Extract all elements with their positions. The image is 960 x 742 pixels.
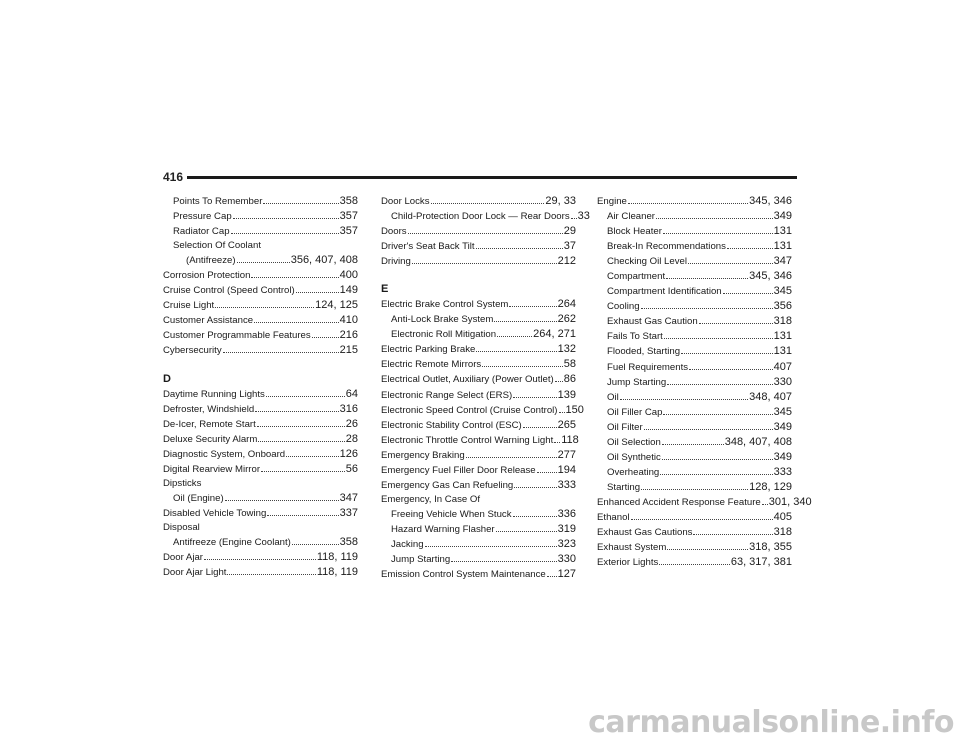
index-entry-pages: 330	[773, 375, 792, 388]
index-entry	[163, 387, 358, 402]
dot-leader	[693, 534, 772, 535]
index-entry-label: Emergency, In Case Of	[381, 493, 480, 505]
index-entry	[163, 521, 358, 535]
index-entry-label: Overheating	[607, 466, 660, 478]
index-entry-label: Exhaust Gas Cautions	[597, 527, 693, 539]
index-entry	[597, 495, 812, 510]
index-entry-label: Electronic Roll Mitigation	[391, 329, 497, 341]
index-entry-pages: 347	[339, 491, 358, 504]
index-column-3	[597, 194, 812, 570]
index-entry-pages: 333	[557, 478, 576, 491]
index-entry	[163, 253, 358, 268]
index-entry-label: Door Ajar	[163, 552, 203, 564]
index-entry	[597, 254, 792, 269]
index-entry-pages: 336	[557, 507, 576, 520]
index-entry-pages: 323	[557, 537, 576, 550]
dot-leader	[223, 352, 339, 353]
index-entry-pages: 86	[563, 373, 576, 386]
dot-leader	[667, 384, 772, 385]
index-entry-label: Starting	[607, 481, 641, 493]
index-entry-label: Electronic Speed Control (Cruise Control)	[381, 404, 558, 416]
index-entry	[163, 224, 358, 239]
index-entry	[381, 254, 576, 269]
index-entry-label: Electric Parking Brake	[381, 344, 476, 356]
index-entry-pages: 63, 317, 381	[730, 556, 792, 569]
index-entry	[597, 375, 792, 390]
index-entry-pages: 131	[773, 225, 792, 238]
index-entry	[597, 465, 792, 480]
index-entry	[381, 433, 579, 448]
index-entry-label: Cruise Light	[163, 300, 215, 312]
dot-leader	[688, 263, 773, 264]
index-entry-label: Deluxe Security Alarm	[163, 433, 258, 445]
index-entry-label: Block Heater	[607, 226, 662, 238]
index-entry-label: Emergency Fuel Filler Door Release	[381, 464, 536, 476]
dot-leader	[509, 306, 556, 307]
index-entry-pages: 318	[773, 315, 792, 328]
index-entry-pages: 405	[773, 510, 792, 523]
index-entry-label: Exhaust System	[597, 542, 667, 554]
index-entry	[163, 194, 358, 209]
dot-leader	[727, 248, 773, 249]
page-number: 416	[163, 170, 184, 184]
index-entry-label: Compartment Identification	[607, 286, 722, 298]
index-entry-pages: 37	[563, 240, 576, 253]
index-entry	[597, 224, 792, 239]
index-entry-pages: 132	[557, 343, 576, 356]
index-entry-label: Exhaust Gas Caution	[607, 316, 698, 328]
index-entry-label: Oil Filter	[607, 421, 643, 433]
index-entry-pages: 318	[773, 526, 792, 539]
index-entry	[597, 299, 792, 314]
dot-leader	[258, 441, 344, 442]
index-entry-pages: 212	[557, 255, 576, 268]
index-entry-pages: 345, 346	[749, 270, 792, 283]
index-entry-pages: 345, 346	[749, 195, 792, 207]
index-entry	[163, 283, 358, 298]
index-entry-pages: 124, 125	[315, 299, 358, 312]
index-entry-pages: 319	[557, 522, 576, 535]
index-entry	[597, 540, 792, 555]
index-entry	[381, 463, 576, 478]
index-entry-label: Enhanced Accident Response Feature	[597, 496, 761, 508]
header-rule	[187, 176, 797, 179]
index-entry-label: Engine	[597, 196, 627, 207]
index-entry-pages: 118, 119	[316, 551, 358, 564]
dot-leader	[263, 203, 338, 204]
index-entry	[163, 565, 358, 580]
index-entry-label: Customer Programmable Features	[163, 330, 311, 342]
dot-leader	[664, 338, 773, 339]
dot-leader	[215, 307, 314, 308]
dot-leader	[641, 489, 748, 490]
index-entry	[597, 344, 792, 359]
dot-leader	[631, 519, 773, 520]
index-entry-label: Electrical Outlet, Auxiliary (Power Outlet)	[381, 374, 554, 386]
index-entry-label: Freeing Vehicle When Stuck	[391, 508, 512, 520]
index-entry-pages: 349	[773, 420, 792, 433]
index-entry	[597, 329, 792, 344]
index-entry-label: Diagnostic System, Onboard	[163, 448, 286, 460]
index-entry-label: (Antifreeze)	[186, 255, 236, 267]
index-letter-heading: E	[381, 283, 389, 296]
index-entry-label: Oil (Engine)	[173, 492, 224, 504]
index-entry-pages: 26	[345, 417, 358, 430]
dot-leader	[628, 203, 748, 204]
index-entry-pages: 215	[339, 344, 358, 357]
index-entry-pages: 345	[773, 405, 792, 418]
dot-leader	[571, 218, 577, 219]
index-entry-pages: 357	[339, 225, 358, 238]
dot-leader	[231, 233, 339, 234]
index-letter-heading: D	[163, 372, 171, 385]
index-entry	[163, 491, 358, 506]
index-entry	[163, 462, 358, 477]
index-entry-pages: 29	[563, 225, 576, 238]
index-entry-label: Daytime Running Lights	[163, 388, 265, 400]
dot-leader	[494, 321, 556, 322]
dot-leader	[513, 516, 557, 517]
index-entry	[381, 478, 576, 493]
index-entry	[597, 314, 792, 329]
dot-leader	[466, 457, 557, 458]
index-entry-label: Cruise Control (Speed Control)	[163, 285, 295, 297]
index-entry-pages: 127	[557, 568, 576, 581]
dot-leader	[689, 369, 773, 370]
index-entry	[597, 555, 792, 570]
dot-leader	[292, 544, 339, 545]
index-entry-pages: 337	[339, 506, 358, 519]
index-entry-label: Driver's Seat Back Tilt	[381, 241, 475, 253]
dot-leader	[662, 459, 773, 460]
index-entry	[381, 448, 576, 463]
index-entry-label: Oil Synthetic	[607, 451, 661, 463]
dot-leader	[514, 487, 556, 488]
dot-leader	[644, 429, 773, 430]
index-entry	[381, 418, 576, 433]
index-entry-label: Electric Brake Control System	[381, 299, 509, 311]
index-entry-pages: 131	[773, 345, 792, 358]
index-entry-label: Antifreeze (Engine Coolant)	[173, 536, 291, 548]
index-entry-label: Radiator Cap	[173, 226, 230, 238]
index-entry-label: Door Locks	[381, 196, 430, 207]
index-entry-pages: 400	[339, 269, 358, 282]
dot-leader	[261, 471, 345, 472]
index-entry-label: Break-In Recommendations	[607, 241, 726, 253]
dot-leader	[762, 504, 768, 505]
index-entry-pages: 28	[345, 432, 358, 445]
index-entry-label: Anti-Lock Brake System	[391, 314, 494, 326]
dot-leader	[537, 472, 557, 473]
index-entry-pages: 348, 407	[749, 390, 792, 403]
index-entry-pages: 128, 129	[749, 480, 792, 493]
index-entry-pages: 301, 340	[768, 495, 812, 508]
index-entry	[597, 284, 792, 299]
index-entry-pages: 56	[345, 462, 358, 475]
dot-leader	[233, 218, 339, 219]
index-entry	[597, 405, 792, 420]
index-entry	[597, 209, 792, 224]
index-entry-pages: 347	[773, 255, 792, 268]
index-entry-label: Electronic Range Select (ERS)	[381, 389, 513, 401]
index-entry	[597, 480, 792, 495]
index-entry	[381, 209, 590, 224]
dot-leader	[254, 322, 339, 323]
index-entry-pages: 358	[339, 195, 358, 207]
index-entry-label: Digital Rearview Mirror	[163, 463, 261, 475]
dot-leader	[554, 442, 560, 443]
index-entry-pages: 333	[773, 465, 792, 478]
index-entry-label: Air Cleaner	[607, 211, 655, 223]
index-entry	[163, 432, 358, 447]
index-entry-pages: 264, 271	[533, 328, 576, 341]
index-entry-label: Cooling	[607, 301, 640, 313]
index-entry-label: Driving	[381, 256, 411, 268]
index-entry-label: De-Icer, Remote Start	[163, 418, 256, 430]
dot-leader	[225, 500, 339, 501]
index-entry-label: Exterior Lights	[597, 557, 659, 569]
dot-leader	[723, 293, 773, 294]
index-entry	[381, 194, 576, 209]
index-entry	[381, 372, 576, 387]
index-entry	[163, 402, 358, 417]
index-entry-pages: 58	[563, 358, 576, 371]
dot-leader	[312, 337, 339, 338]
index-entry-label: Pressure Cap	[173, 211, 232, 223]
index-entry	[381, 537, 576, 552]
index-entry	[381, 507, 576, 522]
index-entry	[163, 313, 358, 328]
index-entry-pages: 126	[339, 447, 358, 460]
dot-leader	[425, 546, 557, 547]
index-entry	[163, 447, 358, 462]
index-entry-label: Fails To Start	[607, 331, 663, 343]
index-entry	[597, 390, 792, 405]
index-entry-pages: 330	[557, 553, 576, 566]
index-entry	[163, 298, 358, 313]
index-entry-pages: 349	[773, 450, 792, 463]
index-entry	[163, 506, 358, 521]
dot-leader	[667, 549, 748, 550]
dot-leader	[237, 262, 290, 263]
index-entry-pages: 131	[773, 240, 792, 253]
dot-leader	[267, 515, 338, 516]
index-entry-pages: 349	[773, 210, 792, 223]
index-entry-label: Oil	[607, 391, 619, 403]
dot-leader	[555, 381, 563, 382]
index-entry-label: Jump Starting	[391, 554, 451, 566]
index-entry	[381, 297, 576, 312]
index-entry-label: Flooded, Starting	[607, 346, 681, 358]
index-entry-pages: 118, 119	[316, 566, 358, 579]
index-entry-label: Electric Remote Mirrors	[381, 359, 482, 371]
dot-leader	[496, 531, 557, 532]
index-entry-pages: 345	[773, 285, 792, 298]
dot-leader	[497, 336, 532, 337]
index-entry-pages: 318, 355	[749, 541, 792, 554]
index-entry-label: Child-Protection Door Lock — Rear Doors	[391, 211, 570, 223]
index-entry-pages: 265	[557, 418, 576, 431]
index-entry-pages: 277	[557, 448, 576, 461]
dot-leader	[662, 444, 724, 445]
index-entry-pages: 29, 33	[545, 195, 576, 207]
dot-leader	[476, 351, 556, 352]
index-entry-pages: 118	[561, 433, 579, 446]
index-entry-label: Hazard Warning Flasher	[391, 523, 495, 535]
index-entry-pages: 33	[577, 210, 590, 223]
dot-leader	[476, 248, 563, 249]
dot-leader	[620, 399, 748, 400]
dot-leader	[257, 426, 345, 427]
index-entry-label: Selection Of Coolant	[173, 240, 261, 252]
index-entry-pages: 356	[773, 300, 792, 313]
index-entry-label: Dipsticks	[163, 477, 202, 489]
index-entry-pages: 410	[339, 314, 358, 327]
index-entry-pages: 356, 407, 408	[290, 254, 358, 267]
dot-leader	[681, 353, 773, 354]
index-entry-label: Ethanol	[597, 511, 630, 523]
dot-leader	[255, 411, 338, 412]
dot-leader	[663, 233, 773, 234]
index-entry	[381, 567, 576, 582]
dot-leader	[286, 456, 339, 457]
index-entry	[597, 269, 792, 284]
dot-leader	[641, 308, 773, 309]
dot-leader	[482, 366, 563, 367]
index-entry-label: Jacking	[391, 538, 424, 550]
index-entry	[597, 360, 792, 375]
dot-leader	[266, 396, 345, 397]
index-entry-label: Emergency Braking	[381, 449, 465, 461]
dot-leader	[559, 412, 565, 413]
index-entry-label: Jump Starting	[607, 376, 667, 388]
index-entry	[597, 239, 792, 254]
index-entry-pages: 194	[557, 463, 576, 476]
index-entry	[163, 343, 358, 358]
index-entry-label: Oil Filler Cap	[607, 406, 663, 418]
index-entry-label: Disposal	[163, 521, 200, 533]
index-entry-pages: 131	[773, 330, 792, 343]
dot-leader	[251, 277, 338, 278]
index-entry	[381, 552, 576, 567]
watermark-logo: carmanualsonline.info	[588, 705, 954, 740]
index-entry-label: Door Ajar Light	[163, 567, 227, 579]
index-entry	[597, 435, 792, 450]
index-column-1	[163, 194, 358, 580]
index-entry-pages: 262	[557, 313, 576, 326]
dot-leader	[204, 559, 316, 560]
dot-leader	[660, 474, 772, 475]
index-entry-label: Emergency Gas Can Refueling	[381, 479, 514, 491]
index-entry	[381, 224, 576, 239]
index-entry	[163, 477, 358, 491]
index-entry	[163, 550, 358, 565]
index-entry	[597, 420, 792, 435]
index-entry	[381, 357, 576, 372]
index-entry-label: Points To Remember	[173, 196, 263, 207]
index-entry-label: Emission Control System Maintenance	[381, 569, 546, 581]
dot-leader	[666, 278, 748, 279]
index-entry	[381, 312, 576, 327]
dot-leader	[656, 218, 773, 219]
index-entry	[163, 268, 358, 283]
dot-leader	[431, 203, 545, 204]
index-entry	[381, 342, 576, 357]
index-entry	[381, 388, 576, 403]
index-entry	[597, 525, 792, 540]
index-entry-pages: 358	[339, 535, 358, 548]
index-entry-label: Cybersecurity	[163, 345, 222, 357]
index-entry	[381, 239, 576, 254]
index-entry-pages: 139	[557, 388, 576, 401]
dot-leader	[412, 263, 557, 264]
index-entry-pages: 149	[339, 284, 358, 297]
index-entry	[163, 328, 358, 343]
dot-leader	[408, 233, 563, 234]
index-entry-label: Checking Oil Level	[607, 256, 687, 268]
index-entry-label: Oil Selection	[607, 436, 661, 448]
index-entry	[163, 239, 358, 253]
dot-leader	[227, 574, 315, 575]
index-entry-pages: 316	[339, 402, 358, 415]
index-entry-label: Disabled Vehicle Towing	[163, 507, 267, 519]
index-entry-label: Compartment	[607, 271, 666, 283]
index-entry-pages: 264	[557, 298, 576, 311]
index-entry-label: Fuel Requirements	[607, 361, 689, 373]
dot-leader	[663, 414, 772, 415]
dot-leader	[451, 561, 556, 562]
dot-leader	[659, 564, 730, 565]
index-entry	[381, 403, 584, 418]
index-entry-pages: 407	[773, 360, 792, 373]
index-entry-pages: 357	[339, 210, 358, 223]
index-entry-label: Customer Assistance	[163, 315, 254, 327]
dot-leader	[547, 576, 557, 577]
index-entry	[597, 450, 792, 465]
index-entry-label: Electronic Stability Control (ESC)	[381, 419, 522, 431]
dot-leader	[513, 397, 556, 398]
index-entry	[381, 493, 576, 507]
index-entry	[163, 209, 358, 224]
index-entry	[597, 194, 792, 209]
index-entry-label: Defroster, Windshield	[163, 403, 255, 415]
index-entry-pages: 64	[345, 387, 358, 400]
index-entry-pages: 150	[565, 403, 584, 416]
index-column-2	[381, 194, 590, 582]
index-entry-label: Doors	[381, 226, 407, 238]
index-entry	[163, 535, 358, 550]
index-entry	[381, 327, 576, 342]
index-entry-label: Electronic Throttle Control Warning Light	[381, 434, 554, 446]
index-entry-label: Corrosion Protection	[163, 270, 251, 282]
dot-leader	[523, 427, 557, 428]
index-entry	[597, 510, 792, 525]
index-entry-pages: 216	[339, 329, 358, 342]
dot-leader	[296, 292, 339, 293]
index-entry-pages: 348, 407, 408	[724, 435, 792, 448]
dot-leader	[699, 323, 773, 324]
index-entry	[381, 522, 576, 537]
index-entry	[163, 417, 358, 432]
